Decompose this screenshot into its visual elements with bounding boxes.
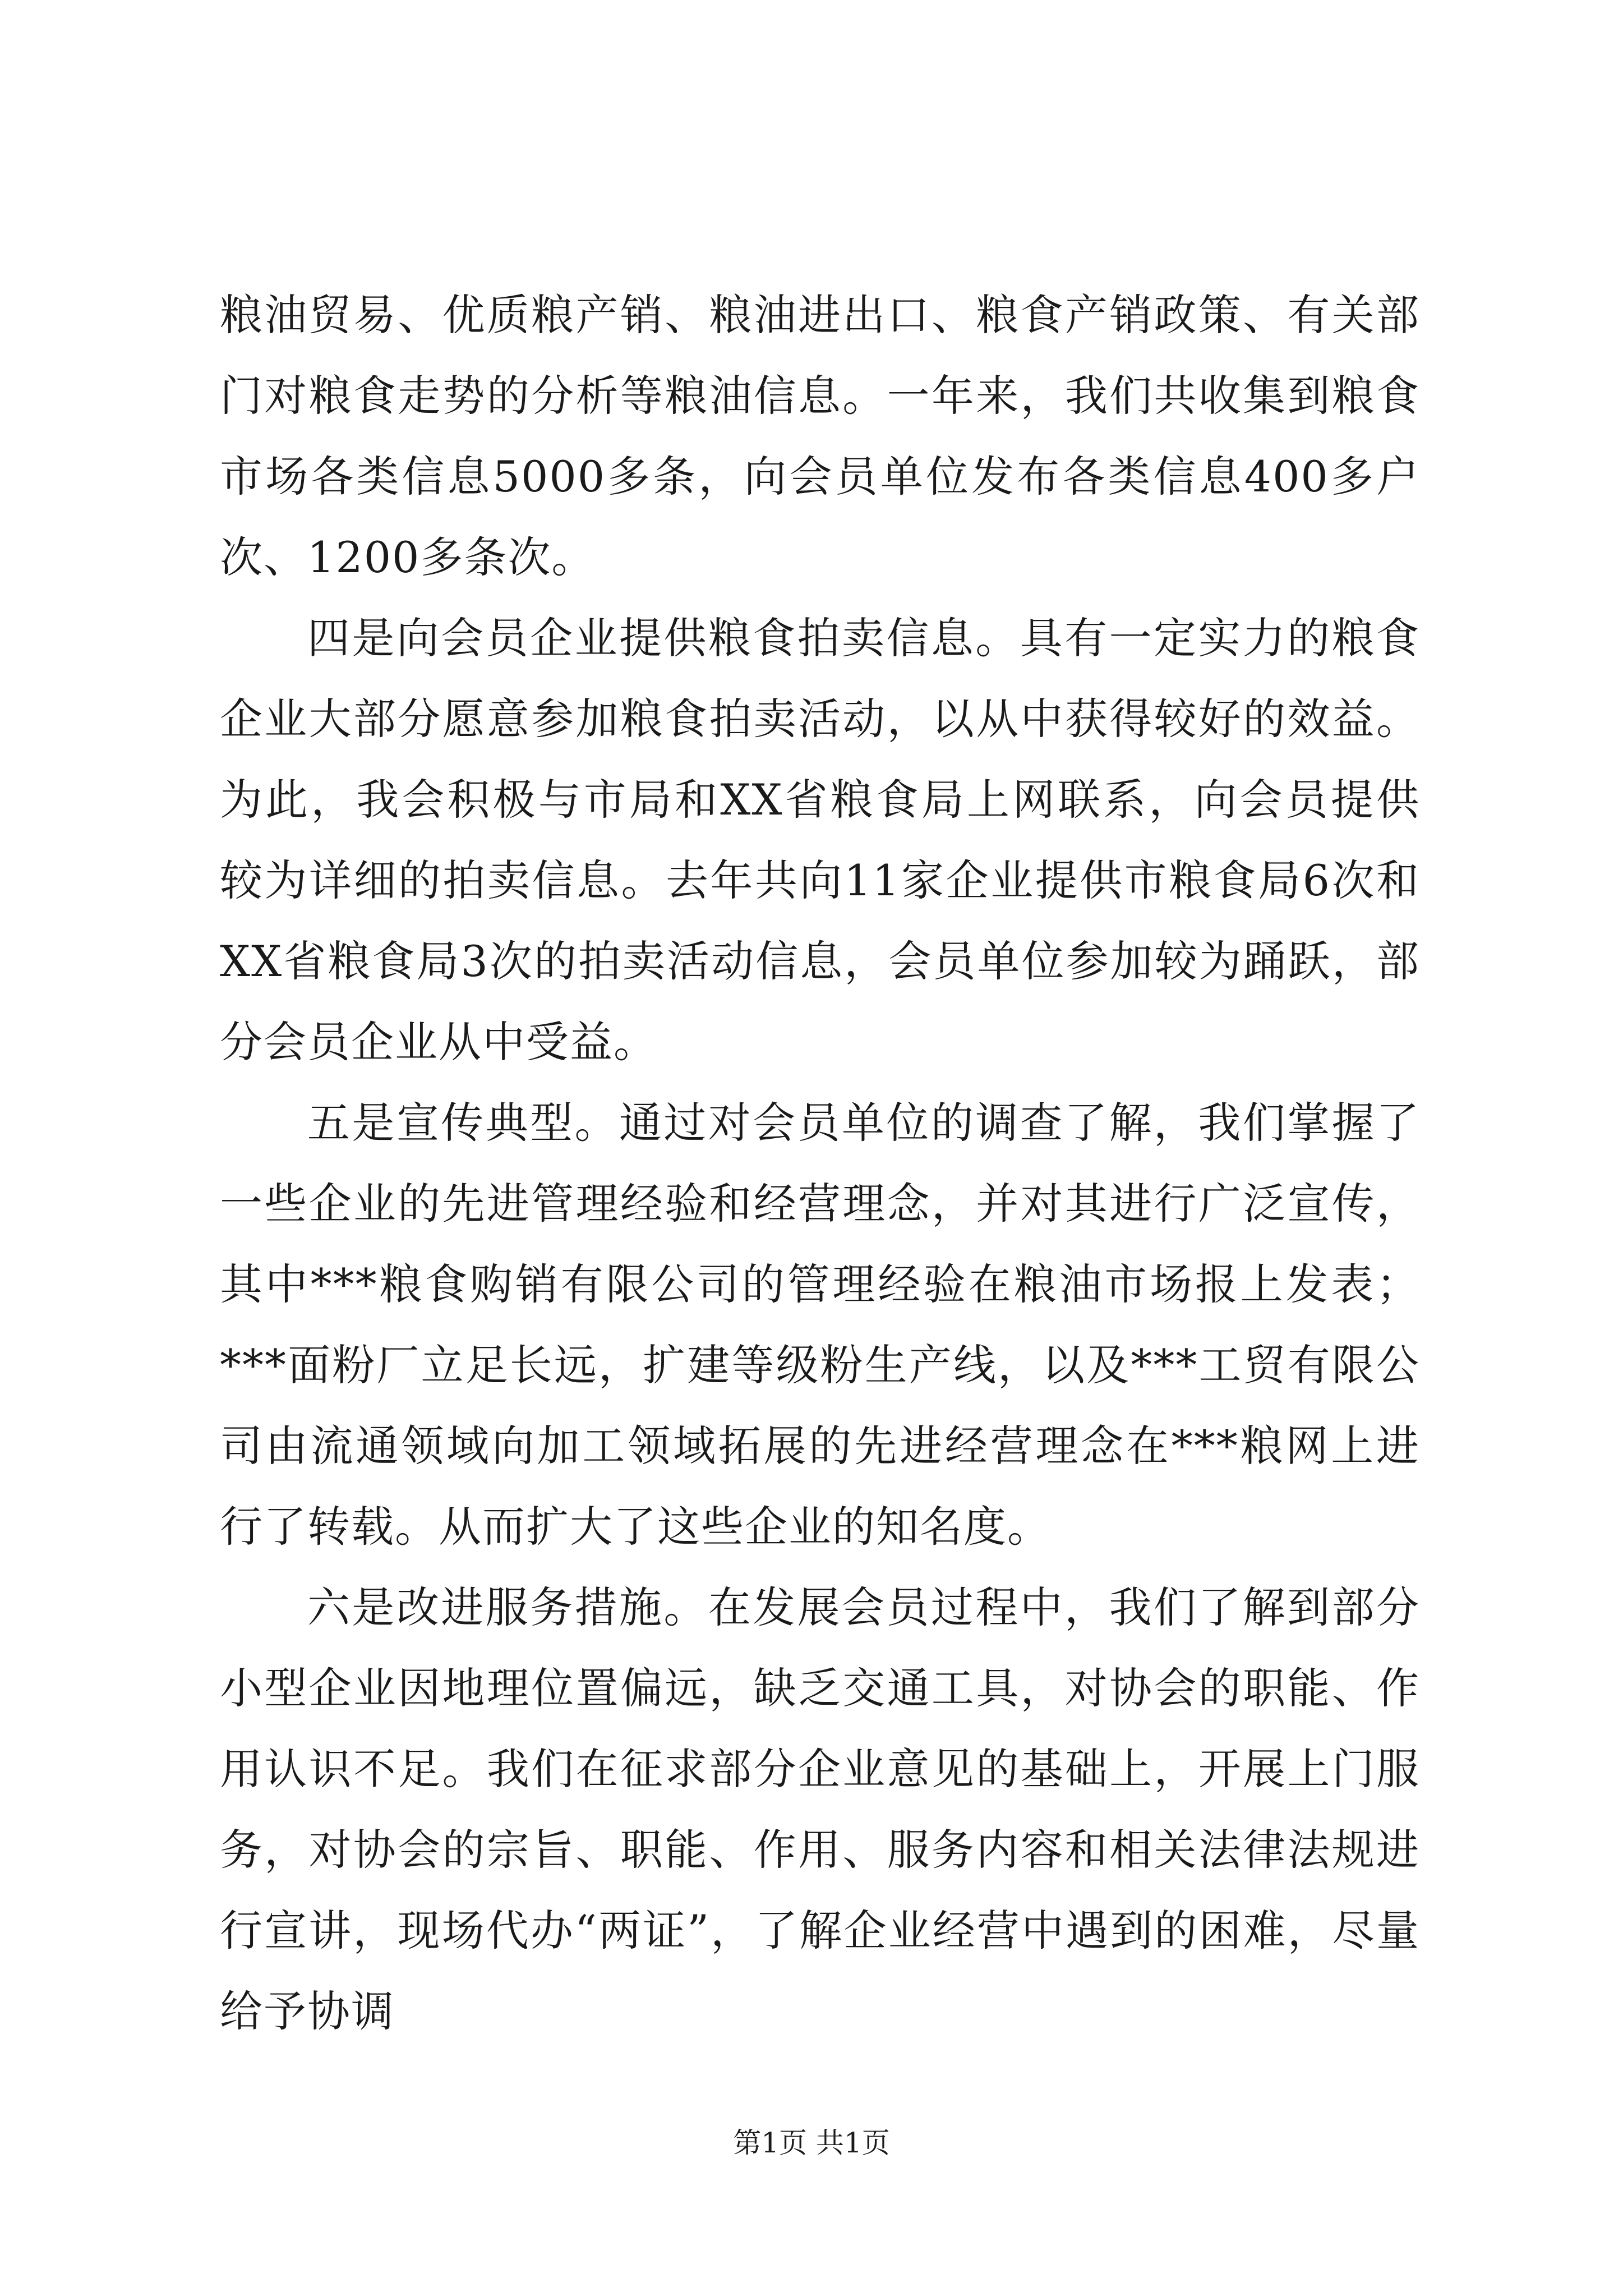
paragraph-auction-info: 四是向会员企业提供粮食拍卖信息。具有一定实力的粮食企业大部分愿意参加粮食拍卖活动，以从中获得较好的效益。为此，我会积极与市局和XX省粮食局上网联系，向会员提供较为详细的拍卖信息。去年共向11家企业提供市粮食局6次和XX省粮食局3次的拍卖活动信息，会员单位参加较为踊跃，部分会员企业从中受益。: [220, 613, 1420, 1067]
page-footer: 第1页 共1页: [733, 2127, 890, 2159]
paragraph-publicize-models: 五是宣传典型。通过对会员单位的调查了解，我们掌握了一些企业的先进管理经验和经营理念，并对其进行广泛宣传，其中***粮食购销有限公司的管理经验在粮油市场报上发表；***面粉厂立足长远，扩建等级粉生产线，以及***工贸有限公司由流通领域向加工领域拓展的先进经营理念在***粮网上进行了转载。从而扩大了这些企业的知名度。: [220, 1098, 1420, 1552]
paragraph-improve-service: 六是改进服务措施。在发展会员过程中，我们了解到部分小型企业因地理位置偏远，缺乏交通工具，对协会的职能、作用认识不足。我们在征求部分企业意见的基础上，开展上门服务，对协会的宗旨、职能、作用、服务内容和相关法律法规进行宣讲，现场代办“两证”，了解企业经营中遇到的困难，尽量给予协调: [220, 1582, 1420, 2036]
paragraph-market-info: 粮油贸易、优质粮产销、粮油进出口、粮食产销政策、有关部门对粮食走势的分析等粮油信息。一年来，我们共收集到粮食市场各类信息5000多条，向会员单位发布各类信息400多户次、1200多条次。: [220, 290, 1420, 582]
document-body: [220, 275, 1420, 2052]
